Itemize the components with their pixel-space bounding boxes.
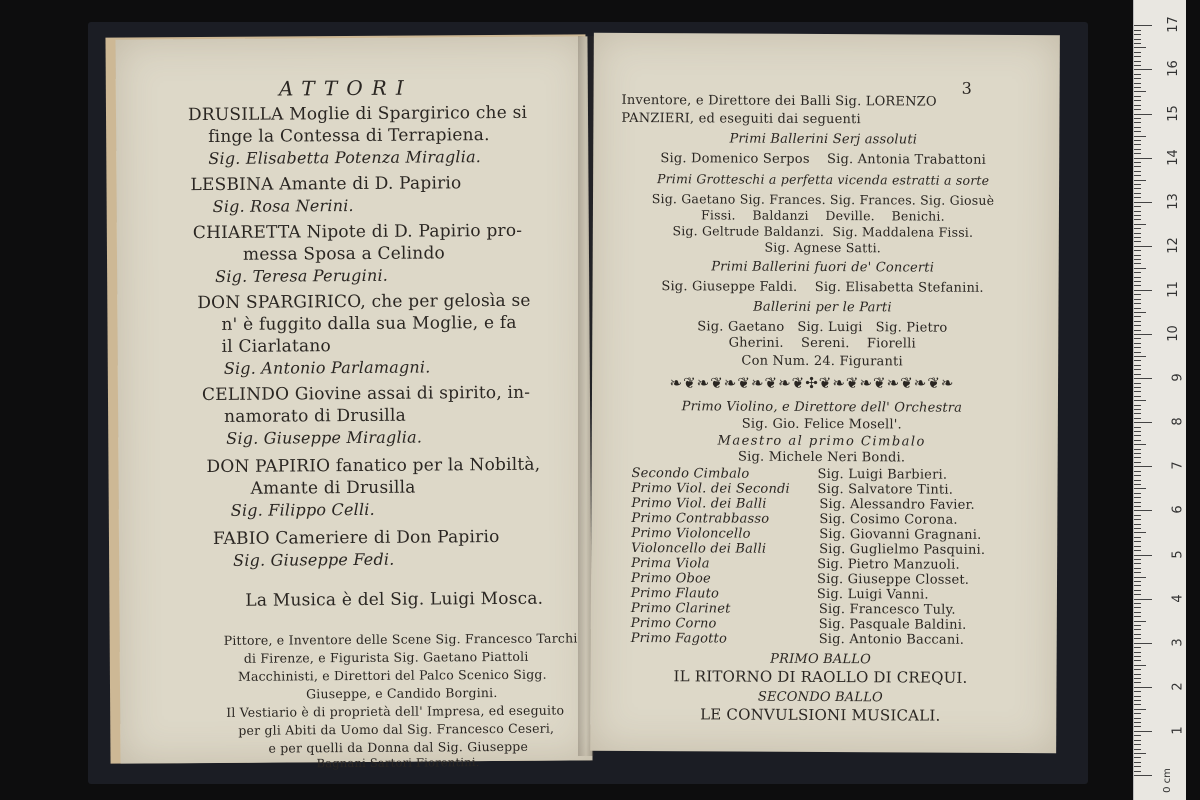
singer-spargirico: Sig. Antonio Parlamagni. [223,357,431,378]
ruler-tick [1134,369,1141,370]
ruler-tick [1134,555,1152,556]
right-page [590,33,1060,753]
ruler-tick [1134,396,1141,397]
ruler-tick [1134,316,1141,317]
ruler-tick [1134,550,1141,551]
role-celindo: CELINDO Giovine assai di spirito, in- [201,382,531,406]
ruler-tick [1134,638,1141,639]
ruler-tick [1134,462,1141,463]
ruler-tick [1134,590,1141,591]
ruler-tick [1134,78,1141,79]
ruler-tick [1134,519,1141,520]
credit-line-7: e per quelli da Donna dal Sig. Giuseppe [268,738,529,756]
ruler-tick [1134,294,1141,295]
ruler-tick [1134,634,1141,635]
ruler-tick [1134,652,1141,653]
ruler-tick [1134,612,1141,613]
ruler-tick [1134,405,1141,406]
player-name-11: Sig. Antonio Baccani. [818,631,965,648]
ruler-tick [1134,771,1141,772]
ruler-tick [1134,202,1152,203]
music-credit: La Musica è del Sig. Luigi Mosca. [245,588,544,611]
ruler-tick [1134,559,1141,560]
section-fuori-line-1: Sig. Giuseppe Faldi. Sig. Elisabetta Stefanini. [661,279,984,296]
ruler-tick [1134,109,1141,110]
ruler-tick [1134,127,1141,128]
ruler-tick [1134,136,1146,137]
ruler-mark-9: 9 [1170,373,1186,382]
ruler-tick [1134,255,1141,256]
credit-line-5: Il Vestiario è di proprietà dell' Impresa, ed eseguito [226,702,565,720]
ruler-mark-5: 5 [1170,549,1186,559]
credit-line-2: di Firenze, e Figurista Sig. Gaetano Piattoli [243,648,529,666]
ruler-tick [1134,484,1141,485]
player-name-1: Sig. Salvatore Tinti. [817,481,954,498]
ruler-tick [1134,762,1141,763]
role-drusilla-desc: finge la Contessa di Terrapiena. [208,125,490,148]
ruler-tick [1134,418,1141,419]
player-name-2: Sig. Alessandro Favier. [819,496,975,513]
ruler-tick [1134,383,1141,384]
ruler-tick [1134,643,1152,644]
ruler-tick [1134,290,1152,291]
ruler-mark-14: 14 [1166,148,1182,166]
ruler-tick [1134,647,1141,648]
ruler-tick [1134,52,1141,53]
ruler-tick [1134,515,1141,516]
ruler-tick [1134,158,1152,159]
ruler-tick [1134,215,1141,216]
ruler-tick [1134,321,1141,322]
ruler-tick [1134,577,1146,578]
ruler-tick [1134,687,1152,688]
ruler-tick [1134,581,1141,582]
ruler-mark-13: 13 [1166,192,1182,210]
ruler-tick [1134,338,1141,339]
role-drusilla: DRUSILLA Moglie di Spargirico che si [187,102,528,126]
ruler-tick [1134,219,1141,220]
ruler-tick [1134,105,1141,106]
ruler-tick [1134,744,1141,745]
ruler-tick [1134,259,1141,260]
ruler-tick [1134,140,1141,141]
ruler-tick [1134,39,1141,40]
ruler-tick [1134,114,1152,115]
player-role-3: Primo Contrabbasso [631,510,770,527]
role-spargirico-desc: n' è fuggito dalla sua Moglie, e fa [221,312,517,335]
ruler-tick [1134,603,1141,604]
ruler-tick [1134,726,1141,727]
credit-line-8: Bagnani Sartori Fiorentini. [316,755,480,771]
ruler-tick [1134,352,1141,353]
singer-fabio: Sig. Giuseppe Fedi. [233,549,395,570]
ruler-tick [1134,277,1141,278]
ruler-tick [1134,510,1152,511]
intro-line-1: Inventore, e Direttore dei Balli Sig. LORENZO [621,92,937,110]
ruler-tick [1134,453,1141,454]
section-title-fuori: Primi Ballerini fuori de' Concerti [711,259,935,276]
credit-line-4: Giuseppe, e Candido Borgini. [305,685,498,702]
ruler-tick [1134,272,1141,273]
section-title-serj: Primi Ballerini Serj assoluti [729,131,918,148]
ruler-unit: 0 cm [1162,768,1174,793]
ruler-tick [1134,718,1141,719]
ruler-tick [1134,674,1141,675]
ruler-tick [1134,233,1141,234]
ruler-tick [1134,493,1141,494]
ruler-tick [1134,753,1146,754]
ruler-tick [1134,343,1141,344]
ruler-tick [1134,197,1141,198]
player-name-5: Sig. Guglielmo Pasquini. [819,541,986,558]
section-parti-line-1: Sig. Gaetano Sig. Luigi Sig. Pietro [697,319,948,336]
ruler-tick [1134,563,1141,564]
ruler-tick [1134,241,1141,242]
ruler-mark-15: 15 [1166,104,1182,122]
ruler-tick [1134,537,1141,538]
section-serj-line-1: Sig. Domenico Serpos Sig. Antonia Trabattoni [660,151,987,168]
ruler-tick [1134,61,1141,62]
ruler-tick [1134,122,1141,123]
ruler-tick [1134,435,1141,436]
ruler-tick [1134,585,1141,586]
ruler-tick [1134,34,1141,35]
section-grotteschi-line-4: Sig. Agnese Satti. [764,239,882,256]
page-number: 3 [961,78,973,98]
cembalo-title: Maestro al primo Cimbalo [717,433,926,450]
ruler-tick [1134,656,1141,657]
ruler-mark-17: 17 [1166,16,1182,34]
ruler-tick [1134,299,1141,300]
ruler-mark-7: 7 [1170,461,1186,470]
ruler-tick [1134,100,1141,101]
ruler-tick [1134,449,1141,450]
ruler-tick [1134,757,1141,758]
ruler-tick [1134,740,1141,741]
ruler-tick [1134,678,1141,679]
violino-name: Sig. Gio. Felice Mosell'. [741,416,902,433]
ruler-tick [1134,400,1146,401]
singer-papirio: Sig. Filippo Celli. [230,499,375,520]
ruler-tick [1134,74,1141,75]
ruler-tick [1134,153,1141,154]
ruler-tick [1134,188,1141,189]
player-role-6: Prima Viola [631,555,710,572]
singer-celindo: Sig. Giuseppe Miraglia. [226,427,423,448]
ruler-mark-16: 16 [1166,60,1182,78]
ruler-tick [1134,502,1141,503]
ruler-tick [1134,118,1141,119]
ruler-mark-3: 3 [1170,638,1186,647]
role-papirio: DON PAPIRIO fanatico per la Nobiltà, [206,454,541,478]
ruler-tick [1134,413,1141,414]
measurement-ruler [1133,0,1186,800]
ruler-tick [1134,175,1141,176]
ruler-tick [1134,56,1141,57]
ruler-tick [1134,524,1141,525]
singer-lesbina: Sig. Rosa Nerini. [212,195,354,216]
ruler-tick [1134,378,1152,379]
ruler-tick [1134,731,1152,732]
player-name-0: Sig. Luigi Barbieri. [817,466,948,483]
ruler-tick [1134,497,1141,498]
ruler-tick [1134,532,1146,533]
ruler-tick [1134,166,1141,167]
ruler-tick [1134,488,1146,489]
ruler-tick [1134,83,1141,84]
ruler-tick [1134,471,1141,472]
player-name-7: Sig. Giuseppe Closset. [816,571,970,588]
ruler-tick [1134,334,1152,335]
ruler-tick [1134,365,1141,366]
violino-title: Primo Violino, e Direttore dell' Orchestra [681,399,963,416]
ruler-tick [1134,268,1146,269]
cembalo-name: Sig. Michele Neri Bondi. [738,449,906,466]
primo-ballo-label: PRIMO BALLO [770,651,872,668]
ruler-mark-2: 2 [1170,682,1186,691]
role-spargirico-desc2: il Ciarlatano [221,336,332,357]
figuranti: Con Num. 24. Figuranti [741,353,903,370]
ruler-mark-12: 12 [1166,237,1182,254]
ruler-tick [1134,422,1152,423]
ruler-tick [1134,162,1141,163]
ruler-tick [1134,572,1141,573]
player-name-3: Sig. Cosimo Corona. [819,511,958,528]
cast-heading: ATTORI [278,75,413,101]
ornament-divider: ❧❦❧❦❧❦❧❦❧❦✣❦❧❦❧❦❧❦❧❦❧ [669,374,955,392]
ruler-tick [1134,96,1141,97]
ruler-tick [1134,691,1141,692]
role-papirio-desc: Amante di Drusilla [250,477,416,499]
ruler-tick [1134,541,1141,542]
player-role-4: Primo Violoncello [631,525,751,542]
ruler-tick [1134,250,1141,251]
ruler-tick [1134,594,1141,595]
ruler-tick [1134,131,1141,132]
ruler-tick [1134,546,1141,547]
ruler-tick [1134,69,1152,70]
ruler-tick [1134,709,1146,710]
secondo-ballo-label: SECONDO BALLO [757,689,883,706]
ruler-tick [1134,224,1146,225]
section-parti-line-2: Gherini. Sereni. Fiorelli [728,335,916,352]
ruler-tick [1134,749,1141,750]
ruler-tick [1134,704,1141,705]
ruler-tick [1134,228,1141,229]
primo-ballo-title: IL RITORNO DI RAOLLO DI CREQUI. [673,667,968,687]
credit-line-6: per gli Abiti da Uomo dal Sig. Francesco Ceseri, [238,720,555,738]
player-role-0: Secondo Cimbalo [631,465,750,482]
ruler-tick [1134,180,1146,181]
ruler-tick [1134,480,1141,481]
ruler-tick [1134,409,1141,410]
role-celindo-desc: namorato di Drusilla [224,405,406,427]
ruler-tick [1134,47,1146,48]
role-lesbina: LESBINA Amante di D. Papirio [190,173,462,196]
ruler-tick [1134,629,1141,630]
ruler-tick [1134,43,1141,44]
ruler-tick [1134,87,1141,88]
player-name-6: Sig. Pietro Manzuoli. [817,556,960,573]
ruler-tick [1134,211,1141,212]
left-page [115,36,592,771]
player-role-2: Primo Viol. dei Balli [631,495,767,512]
ruler-mark-1: 1 [1170,726,1186,735]
ruler-tick [1134,308,1141,309]
ruler-tick [1134,466,1152,467]
credit-line-3: Macchinisti, e Direttori del Palco Scenico Sigg. [237,666,547,684]
section-title-parti: Ballerini per le Parti [753,299,892,316]
player-name-9: Sig. Francesco Tuly. [818,601,956,618]
player-name-8: Sig. Luigi Vanni. [816,586,929,603]
ruler-tick [1134,281,1141,282]
ruler-tick [1134,325,1141,326]
singer-chiaretta: Sig. Teresa Perugini. [215,265,389,286]
ruler-tick [1134,65,1141,66]
ruler-tick [1134,506,1141,507]
ruler-tick [1134,599,1152,600]
ruler-tick [1134,347,1141,348]
ruler-tick [1134,246,1152,247]
ruler-mark-4: 4 [1170,593,1186,603]
ruler-mark-10: 10 [1166,325,1182,342]
ruler-tick [1134,193,1141,194]
ruler-tick [1134,621,1146,622]
ruler-tick [1134,360,1141,361]
ruler-tick [1134,374,1141,375]
ruler-tick [1134,330,1141,331]
ruler-tick [1134,775,1152,776]
ruler-tick [1134,237,1141,238]
ruler-mark-8: 8 [1170,417,1186,426]
ruler-tick [1134,568,1141,569]
role-fabio: FABIO Cameriere di Don Papirio [212,526,500,549]
section-grotteschi-line-2: Fissi. Baldanzi Deville. Benichi. [701,207,945,224]
ruler-tick [1134,440,1141,441]
ruler-tick [1134,91,1146,92]
ruler-tick [1134,206,1141,207]
ruler-tick [1134,303,1141,304]
ruler-tick [1134,356,1146,357]
section-grotteschi-line-1: Sig. Gaetano Sig. Frances. Sig. Frances. Sig. Giosuè [651,191,995,208]
ruler-tick [1134,427,1141,428]
ruler-tick [1134,625,1141,626]
role-chiaretta: CHIARETTA Nipote di D. Papirio pro- [192,220,523,244]
ruler-tick [1134,660,1141,661]
ruler-tick [1134,263,1141,264]
ruler-tick [1134,735,1141,736]
ruler-tick [1134,669,1141,670]
player-role-11: Primo Fagotto [630,630,728,647]
ruler-tick [1134,665,1146,666]
ruler-tick [1134,682,1141,683]
intro-line-2: PANZIERI, ed eseguiti dai seguenti [621,110,861,128]
ruler-tick [1134,696,1141,697]
ruler-tick [1134,149,1141,150]
ruler-tick [1134,431,1141,432]
player-role-8: Primo Flauto [630,585,720,602]
ruler-tick [1134,616,1141,617]
player-name-4: Sig. Giovanni Gragnani. [819,526,982,543]
player-role-10: Primo Corno [630,615,717,632]
ruler-tick [1134,387,1141,388]
ruler-tick [1134,457,1141,458]
ruler-mark-11: 11 [1166,281,1182,298]
player-role-1: Primo Viol. dei Secondi [631,480,790,497]
ruler-tick [1134,312,1146,313]
ruler-tick [1134,722,1141,723]
player-role-5: Violoncello dei Balli [631,540,767,557]
role-chiaretta-desc: messa Sposa a Celindo [242,243,446,265]
role-spargirico: DON SPARGIRICO, che per gelosìa se [197,290,531,314]
player-name-10: Sig. Pasquale Baldini. [818,616,967,633]
section-title-grotteschi: Primi Grotteschi a perfetta vicenda estratti a sorte [656,171,990,188]
ruler-tick [1134,285,1141,286]
secondo-ballo-title: LE CONVULSIONI MUSICALI. [700,705,941,725]
ruler-tick [1134,713,1141,714]
credit-line-1: Pittore, e Inventore delle Scene Sig. Francesco Tarchi [223,630,578,648]
ruler-tick [1134,700,1141,701]
ruler-mark-6: 6 [1170,505,1186,515]
ruler-tick [1134,766,1141,767]
ruler-tick [1134,528,1141,529]
singer-drusilla: Sig. Elisabetta Potenza Miraglia. [208,147,482,169]
ruler-tick [1134,607,1141,608]
player-role-9: Primo Clarinet [630,600,731,617]
ruler-tick [1134,184,1141,185]
ruler-tick [1134,30,1141,31]
ruler-tick [1134,475,1141,476]
ruler-tick [1134,171,1141,172]
ruler-tick [1134,144,1141,145]
ruler-tick [1134,444,1146,445]
section-grotteschi-line-3: Sig. Geltrude Baldanzi. Sig. Maddalena Fissi. [672,223,974,240]
ruler-tick [1134,391,1141,392]
ruler-tick [1134,25,1152,26]
player-role-7: Primo Oboe [630,570,711,587]
